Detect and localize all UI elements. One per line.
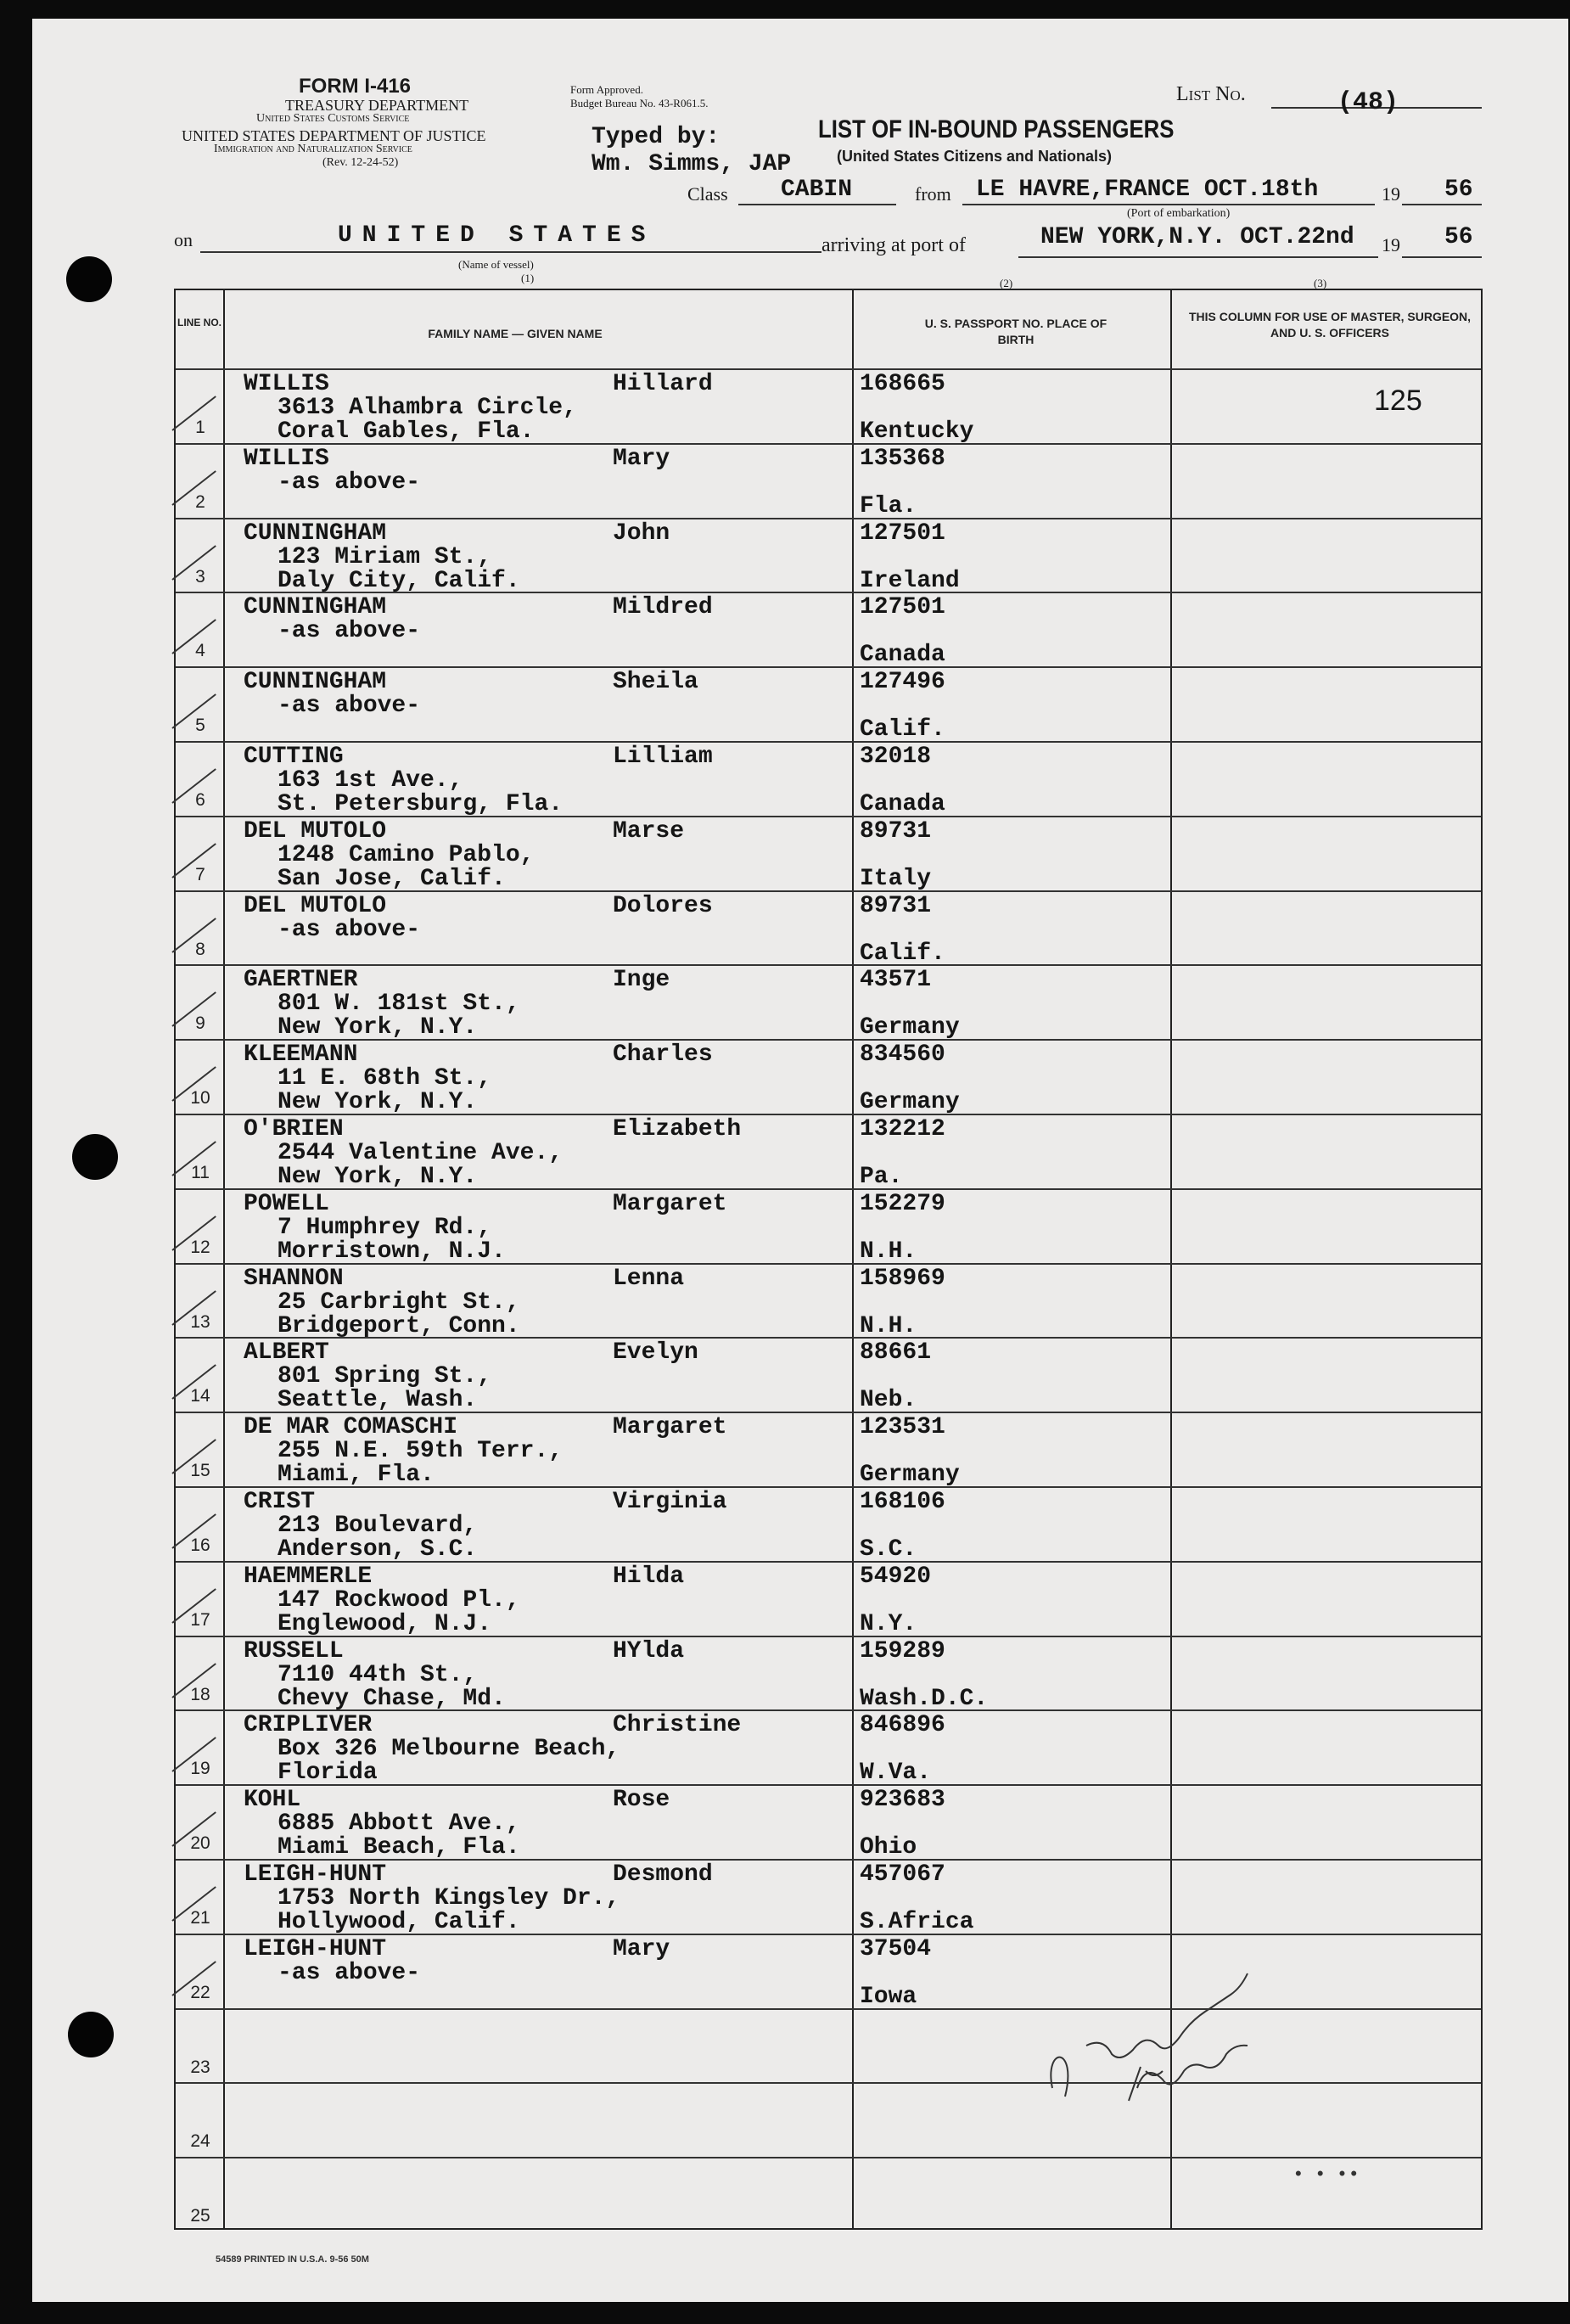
- punch-hole-middle: [72, 1134, 118, 1180]
- given-name: Inge: [613, 967, 670, 994]
- given-name: Evelyn: [613, 1339, 698, 1367]
- list-no-value: (48): [1337, 88, 1399, 117]
- typed-by-value: Wm. Simms, JAP: [592, 151, 792, 177]
- row-divider: [176, 1561, 1481, 1563]
- form-number: FORM I-416: [299, 75, 412, 98]
- address-line-1: 801 Spring St.,: [278, 1363, 492, 1390]
- passport-number: 168106: [860, 1489, 945, 1515]
- row-divider: [176, 1486, 1481, 1488]
- col-header-name: FAMILY NAME — GIVEN NAME: [428, 327, 603, 340]
- family-name: KOHL: [244, 1787, 301, 1814]
- place-of-birth: Wash.D.C.: [860, 1685, 989, 1712]
- class-label: Class: [687, 183, 728, 205]
- address-line-1: 25 Carbright St.,: [278, 1288, 520, 1316]
- passport-number: 127501: [860, 594, 945, 621]
- family-name: DEL MUTOLO: [244, 817, 387, 845]
- given-name: Sheila: [613, 669, 698, 696]
- place-of-birth: S.C.: [860, 1536, 917, 1563]
- row-divider: [176, 1337, 1481, 1339]
- given-name: Virginia: [613, 1489, 727, 1515]
- row-divider: [176, 368, 1481, 370]
- family-name: CUNNINGHAM: [244, 519, 387, 547]
- given-name: Mildred: [613, 594, 713, 621]
- given-name: HYlda: [613, 1637, 685, 1664]
- revision-date: (Rev. 12-24-52): [322, 156, 399, 169]
- arriving-label: arriving at port of: [821, 234, 966, 256]
- row-divider: [176, 1114, 1481, 1115]
- form-title: LIST OF IN-BOUND PASSENGERS: [818, 115, 1175, 143]
- given-name: Marse: [613, 817, 685, 845]
- passport-number: 168665: [860, 371, 945, 397]
- given-name: Dolores: [613, 892, 713, 919]
- address-line-1: 6885 Abbott Ave.,: [278, 1810, 520, 1838]
- given-name: Rose: [613, 1787, 670, 1814]
- place-of-birth: Germany: [860, 1089, 960, 1116]
- row-divider: [176, 1039, 1481, 1041]
- place-of-birth: Ireland: [860, 567, 960, 594]
- place-of-birth: Pa.: [860, 1164, 903, 1190]
- passport-number: 123531: [860, 1414, 945, 1441]
- form-approved: Form Approved.: [570, 83, 643, 96]
- form-subtitle: (United States Citizens and Nationals): [837, 148, 1113, 165]
- on-label: on: [174, 229, 193, 250]
- from-year-line: [1402, 204, 1482, 205]
- column-1-number: (1): [521, 272, 535, 284]
- given-name: Lenna: [613, 1265, 685, 1292]
- line-number: 7: [195, 864, 205, 884]
- family-name: RUSSELL: [244, 1637, 344, 1664]
- place-of-birth: Fla.: [860, 492, 917, 519]
- place-of-birth: Canada: [860, 791, 945, 817]
- address-line-1: 3613 Alhambra Circle,: [278, 395, 577, 421]
- passport-number: 127496: [860, 669, 945, 696]
- address-line-1: 163 1st Ave.,: [278, 767, 463, 794]
- place-of-birth: Kentucky: [860, 418, 974, 445]
- place-of-birth: Neb.: [860, 1387, 917, 1414]
- name-divider: [852, 290, 854, 2228]
- customs-service: United States Customs Service: [256, 112, 410, 125]
- line-number: 8: [195, 939, 205, 959]
- line-number: 3: [195, 566, 205, 587]
- passport-number: 127501: [860, 519, 945, 547]
- passport-number: 89731: [860, 817, 932, 845]
- row-divider: [176, 1859, 1481, 1861]
- passport-number: 923683: [860, 1787, 945, 1814]
- from-value: LE HAVRE,FRANCE OCT.18th: [976, 177, 1319, 203]
- passport-number: 43571: [860, 967, 932, 994]
- row-divider: [176, 1412, 1481, 1413]
- address-line-2: Miami Beach, Fla.: [278, 1834, 520, 1861]
- punch-hole-top: [66, 256, 112, 302]
- address-line-2: Daly City, Calif.: [278, 567, 520, 594]
- row-divider: [176, 1709, 1481, 1711]
- passport-number: 846896: [860, 1712, 945, 1739]
- line-number: 14: [190, 1386, 210, 1406]
- address-line-1: 213 Boulevard,: [278, 1513, 478, 1539]
- place-of-birth: W.Va.: [860, 1760, 932, 1787]
- column-2-number: (2): [1000, 277, 1013, 289]
- given-name: Mary: [613, 1935, 670, 1962]
- address-line-2: Hollywood, Calif.: [278, 1909, 520, 1935]
- line-number: 24: [190, 2131, 210, 2152]
- family-name: SHANNON: [244, 1265, 344, 1292]
- place-of-birth: Germany: [860, 1014, 960, 1041]
- from-label: from: [915, 183, 951, 205]
- passport-number: 159289: [860, 1637, 945, 1664]
- family-name: ALBERT: [244, 1339, 329, 1367]
- address-line-1: 255 N.E. 59th Terr.,: [278, 1438, 564, 1465]
- vessel-line: [200, 251, 821, 253]
- family-name: CRIST: [244, 1489, 316, 1515]
- row-divider: [176, 1636, 1481, 1637]
- family-name: WILLIS: [244, 371, 329, 397]
- address-line-1: -as above-: [278, 1959, 421, 1986]
- place-of-birth: Calif.: [860, 940, 945, 967]
- passport-number: 158969: [860, 1265, 945, 1292]
- place-of-birth: Germany: [860, 1462, 960, 1489]
- row-divider: [176, 592, 1481, 593]
- family-name: KLEEMANN: [244, 1041, 358, 1069]
- address-line-1: 7 Humphrey Rd.,: [278, 1214, 492, 1241]
- department-of-justice: UNITED STATES DEPARTMENT OF JUSTICE: [182, 127, 486, 144]
- given-name: Charles: [613, 1041, 713, 1069]
- place-of-birth: Ohio: [860, 1834, 917, 1861]
- line-number: 1: [195, 418, 205, 437]
- line-number: 11: [191, 1163, 210, 1182]
- budget-bureau: Budget Bureau No. 43-R061.5.: [570, 97, 709, 109]
- passport-number: 32018: [860, 744, 932, 770]
- family-name: CUTTING: [244, 744, 344, 770]
- given-name: Margaret: [613, 1414, 727, 1441]
- port-embarkation-note: (Port of embarkation): [1127, 207, 1231, 220]
- address-line-2: Miami, Fla.: [278, 1462, 435, 1489]
- address-line-1: 147 Rockwood Pl.,: [278, 1586, 520, 1614]
- address-line-2: St. Petersburg, Fla.: [278, 791, 564, 817]
- from-line: [962, 204, 1375, 205]
- address-line-2: Florida: [278, 1760, 378, 1787]
- place-of-birth: N.H.: [860, 1238, 917, 1265]
- family-name: O'BRIEN: [244, 1116, 344, 1142]
- family-name: CUNNINGHAM: [244, 669, 387, 696]
- row-divider: [176, 816, 1481, 817]
- place-of-birth: S.Africa: [860, 1909, 974, 1935]
- row-divider: [176, 518, 1481, 519]
- family-name: DE MAR COMASCHI: [244, 1414, 458, 1441]
- address-line-1: 1753 North Kingsley Dr.,: [278, 1885, 620, 1911]
- passport-number: 88661: [860, 1339, 932, 1367]
- dots-mark: • • ••: [1295, 2163, 1363, 2184]
- col-header-line-no: LINE NO.: [177, 317, 221, 328]
- arriving-line: [1018, 256, 1378, 258]
- passport-number: 135368: [860, 445, 945, 472]
- ins-service: Immigration and Naturalization Service: [214, 143, 412, 155]
- line-number: 10: [190, 1088, 210, 1109]
- family-name: LEIGH-HUNT: [244, 1861, 387, 1888]
- line-number: 9: [195, 1013, 205, 1034]
- given-name: Elizabeth: [613, 1116, 742, 1142]
- address-line-2: Coral Gables, Fla.: [278, 418, 535, 445]
- arriving-value: NEW YORK,N.Y. OCT.22nd: [1040, 224, 1354, 250]
- family-name: POWELL: [244, 1190, 329, 1217]
- given-name: Desmond: [613, 1861, 713, 1888]
- row-divider: [176, 741, 1481, 743]
- family-name: CUNNINGHAM: [244, 594, 387, 621]
- arrival-year: 56: [1444, 224, 1473, 250]
- footer-print-code: 54589 PRINTED IN U.S.A. 9-56 50M: [216, 2254, 369, 2265]
- given-name: Hillard: [613, 371, 713, 397]
- line-number: 17: [190, 1609, 210, 1630]
- family-name: WILLIS: [244, 445, 329, 472]
- line-number: 2: [195, 491, 205, 512]
- line-number: 18: [190, 1684, 210, 1704]
- vessel-name: UNITED STATES: [338, 222, 656, 249]
- line-number: 22: [190, 1982, 210, 2002]
- line-number: 25: [190, 2206, 210, 2226]
- family-name: CRIPLIVER: [244, 1712, 373, 1739]
- from-year: 56: [1444, 177, 1473, 203]
- officer-note: 125: [1374, 385, 1422, 417]
- address-line-2: Seattle, Wash.: [278, 1387, 478, 1414]
- col-header-officers: THIS COLUMN FOR USE OF MASTER, SURGEON, AND U. S. OFFICERS: [1188, 310, 1472, 340]
- row-divider: [176, 666, 1481, 668]
- address-line-2: New York, N.Y.: [278, 1089, 478, 1116]
- place-of-birth: Canada: [860, 642, 945, 669]
- passport-number: 152279: [860, 1190, 945, 1217]
- address-line-2: Anderson, S.C.: [278, 1536, 478, 1563]
- arrival-year-line: [1402, 256, 1482, 258]
- address-line-1: 2544 Valentine Ave.,: [278, 1140, 564, 1166]
- row-divider: [176, 443, 1481, 445]
- from-year-prefix: 19: [1382, 183, 1400, 205]
- address-line-1: 11 E. 68th St.,: [278, 1065, 492, 1092]
- row-divider: [176, 2157, 1481, 2158]
- passport-number: 457067: [860, 1861, 945, 1888]
- address-line-2: Bridgeport, Conn.: [278, 1312, 520, 1339]
- family-name: GAERTNER: [244, 967, 358, 994]
- address-line-1: -as above-: [278, 618, 421, 645]
- given-name: Mary: [613, 445, 670, 472]
- punch-hole-bottom: [68, 2012, 114, 2057]
- line-number: 19: [190, 1759, 210, 1779]
- row-divider: [176, 890, 1481, 892]
- class-value: CABIN: [781, 177, 853, 203]
- arrival-year-prefix: 19: [1382, 234, 1400, 255]
- line-number: 16: [190, 1535, 210, 1555]
- address-line-1: -as above-: [278, 693, 421, 720]
- vessel-note: (Name of vessel): [458, 258, 534, 271]
- line-number: 13: [190, 1311, 210, 1332]
- address-line-2: Englewood, N.J.: [278, 1610, 492, 1637]
- given-name: Hilda: [613, 1563, 685, 1590]
- typed-by-label: Typed by:: [592, 124, 721, 150]
- line-number: 20: [190, 1833, 210, 1854]
- line-number: 6: [195, 790, 205, 810]
- line-number: 12: [190, 1237, 210, 1257]
- address-line-1: -as above-: [278, 916, 421, 943]
- address-line-2: Morristown, N.J.: [278, 1238, 506, 1265]
- address-line-1: Box 326 Melbourne Beach,: [278, 1736, 620, 1763]
- family-name: DEL MUTOLO: [244, 892, 387, 919]
- list-no-label: List No.: [1176, 83, 1246, 105]
- line-number: 5: [195, 716, 205, 736]
- place-of-birth: N.H.: [860, 1312, 917, 1339]
- address-line-2: Chevy Chase, Md.: [278, 1685, 506, 1712]
- line-number: 15: [190, 1461, 210, 1481]
- passport-number: 132212: [860, 1116, 945, 1142]
- address-line-1: 7110 44th St.,: [278, 1661, 478, 1688]
- address-line-1: 1248 Camino Pablo,: [278, 841, 535, 868]
- row-divider: [176, 1263, 1481, 1265]
- place-of-birth: N.Y.: [860, 1610, 917, 1637]
- address-line-1: -as above-: [278, 469, 421, 496]
- col-header-passport: U. S. PASSPORT NO. PLACE OF BIRTH: [924, 317, 1107, 346]
- place-of-birth: Calif.: [860, 716, 945, 744]
- passport-number: 54920: [860, 1563, 932, 1590]
- address-line-1: 801 W. 181st St.,: [278, 991, 520, 1018]
- address-line-2: New York, N.Y.: [278, 1164, 478, 1190]
- address-line-2: San Jose, Calif.: [278, 865, 506, 892]
- given-name: Margaret: [613, 1190, 727, 1217]
- family-name: LEIGH-HUNT: [244, 1935, 387, 1962]
- line-number: 4: [195, 641, 205, 661]
- handwritten-annotation: [1018, 1918, 1307, 2113]
- class-line: [738, 204, 896, 205]
- address-line-2: New York, N.Y.: [278, 1014, 478, 1041]
- row-divider: [176, 1188, 1481, 1190]
- passport-number: 89731: [860, 892, 932, 919]
- row-divider: [176, 1784, 1481, 1786]
- row-divider: [176, 964, 1481, 966]
- given-name: John: [613, 519, 670, 547]
- address-line-1: 123 Miriam St.,: [278, 543, 492, 570]
- line-number: 21: [190, 1908, 210, 1928]
- given-name: Christine: [613, 1712, 742, 1739]
- passport-number: 37504: [860, 1935, 932, 1962]
- passport-number: 834560: [860, 1041, 945, 1069]
- line-number: 23: [190, 2057, 210, 2077]
- column-3-number: (3): [1314, 277, 1327, 289]
- family-name: HAEMMERLE: [244, 1563, 373, 1590]
- place-of-birth: Iowa: [860, 1983, 917, 2010]
- place-of-birth: Italy: [860, 865, 932, 892]
- treasury-department: TREASURY DEPARTMENT: [285, 97, 469, 114]
- given-name: Lilliam: [613, 744, 713, 770]
